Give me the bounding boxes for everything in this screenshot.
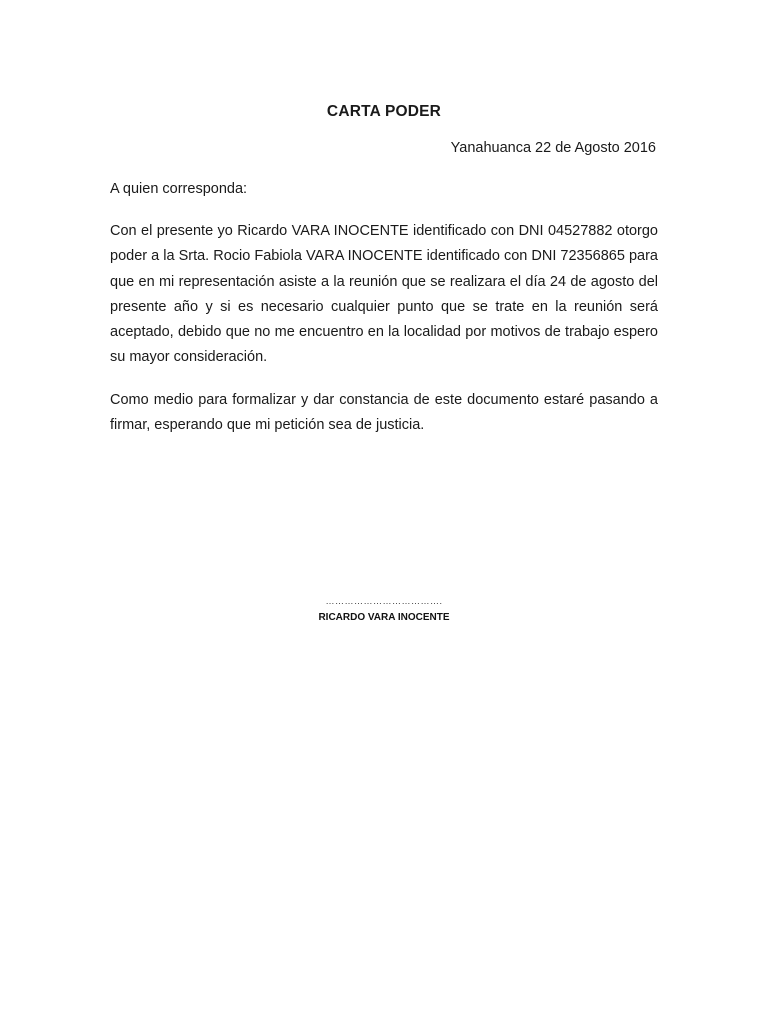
body-paragraph-1: Con el presente yo Ricardo VARA INOCENTE identificado con DNI 04527882 otorgo poder a la Srta. Rocio Fabiola VARA INOCENTE identificado con DNI 72356865 para que en mi representación asiste a la reunión que se realizara el día 24 de agosto del presente año y si es necesario cualquier punto que se trate en la reunión será aceptado, debido que no me encuentro en la localidad por motivos de trabajo espero su mayor consideración. (110, 223, 658, 366)
body-paragraph-2: Como medio para formalizar y dar constancia de este documento estaré pasando a firmar, esperando que mi petición sea de justicia. (110, 392, 658, 434)
greeting: A quien corresponda: (110, 181, 248, 197)
document-title: CARTA PODER (326, 103, 442, 120)
signature-line: ………………………………. (325, 596, 443, 606)
place-date: Yanahuanca 22 de Agosto 2016 (450, 140, 656, 156)
signatory-name: RICARDO VARA INOCENTE (318, 612, 450, 623)
